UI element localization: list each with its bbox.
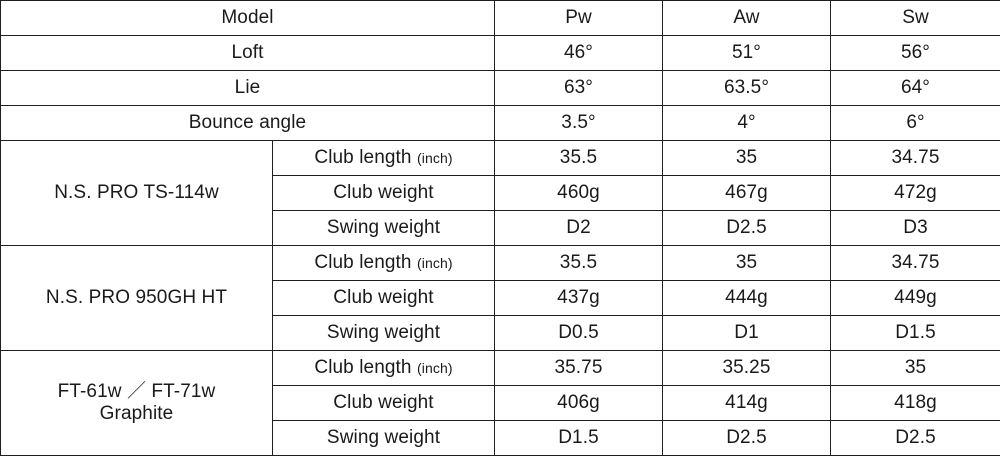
metric-label-swing-weight: Swing weight (273, 421, 495, 456)
metric-label-club-length (273, 141, 495, 176)
metric-label-club-weight: Club weight (273, 386, 495, 421)
table-header-row (1, 1, 1000, 36)
row-label-bounce-angle: Bounce angle (1, 106, 495, 141)
group-label-shaft-3 (1, 351, 273, 456)
cell-loft-sw: 56° (831, 36, 1000, 71)
cell-g3-swing-aw: D2.5 (663, 421, 831, 456)
cell-lie-aw: 63.5° (663, 71, 831, 106)
cell-g3-swing-sw: D2.5 (831, 421, 1000, 456)
cell-g3-swing-pw: D1.5 (495, 421, 663, 456)
metric-label-swing-weight: Swing weight (273, 211, 495, 246)
cell-g1-weight-aw: 467g (663, 176, 831, 211)
cell-g2-swing-sw: D1.5 (831, 316, 1000, 351)
cell-g2-weight-pw: 437g (495, 281, 663, 316)
header-column-sw: Sw (831, 1, 1000, 36)
cell-g2-swing-pw: D0.5 (495, 316, 663, 351)
cell-loft-pw: 46° (495, 36, 663, 71)
metric-text: Club length (314, 357, 411, 378)
group-label-shaft-2: N.S. PRO 950GH HT (1, 246, 273, 351)
cell-g3-length-sw: 35 (831, 351, 1000, 386)
table-row (1, 36, 1000, 71)
metric-label-swing-weight: Swing weight (273, 316, 495, 351)
metric-label-club-length (273, 351, 495, 386)
cell-g1-weight-sw: 472g (831, 176, 1000, 211)
cell-g2-swing-aw: D1 (663, 316, 831, 351)
metric-unit: (inch) (417, 150, 453, 166)
metric-label-club-weight: Club weight (273, 281, 495, 316)
group-label-shaft-1: N.S. PRO TS-114w (1, 141, 273, 246)
cell-g2-length-sw: 34.75 (831, 246, 1000, 281)
cell-g1-length-pw: 35.5 (495, 141, 663, 176)
cell-g3-weight-sw: 418g (831, 386, 1000, 421)
group-label-line1: FT-61w ／ FT-71w (1, 381, 272, 403)
cell-lie-sw: 64° (831, 71, 1000, 106)
header-model-label: Model (1, 1, 495, 36)
cell-g1-swing-aw: D2.5 (663, 211, 831, 246)
row-label-loft: Loft (1, 36, 495, 71)
cell-bounce-sw: 6° (831, 106, 1000, 141)
cell-g3-weight-pw: 406g (495, 386, 663, 421)
cell-g2-length-pw: 35.5 (495, 246, 663, 281)
cell-lie-pw: 63° (495, 71, 663, 106)
cell-g2-length-aw: 35 (663, 246, 831, 281)
cell-g3-weight-aw: 414g (663, 386, 831, 421)
group-label-line2: Graphite (1, 403, 272, 425)
table-row (1, 246, 1000, 281)
header-column-pw: Pw (495, 1, 663, 36)
cell-g1-length-aw: 35 (663, 141, 831, 176)
table-row (1, 351, 1000, 386)
metric-label-club-weight: Club weight (273, 176, 495, 211)
metric-text: Club length (314, 252, 411, 273)
cell-g2-weight-sw: 449g (831, 281, 1000, 316)
table-row (1, 106, 1000, 141)
table-row (1, 71, 1000, 106)
cell-bounce-aw: 4° (663, 106, 831, 141)
cell-g1-swing-sw: D3 (831, 211, 1000, 246)
cell-g2-weight-aw: 444g (663, 281, 831, 316)
cell-loft-aw: 51° (663, 36, 831, 71)
metric-unit: (inch) (417, 360, 453, 376)
cell-bounce-pw: 3.5° (495, 106, 663, 141)
cell-g1-length-sw: 34.75 (831, 141, 1000, 176)
cell-g3-length-aw: 35.25 (663, 351, 831, 386)
cell-g3-length-pw: 35.75 (495, 351, 663, 386)
metric-label-club-length (273, 246, 495, 281)
metric-text: Club length (314, 147, 411, 168)
table-row (1, 141, 1000, 176)
header-column-aw: Aw (663, 1, 831, 36)
metric-unit: (inch) (417, 255, 453, 271)
row-label-lie: Lie (1, 71, 495, 106)
cell-g1-swing-pw: D2 (495, 211, 663, 246)
cell-g1-weight-pw: 460g (495, 176, 663, 211)
